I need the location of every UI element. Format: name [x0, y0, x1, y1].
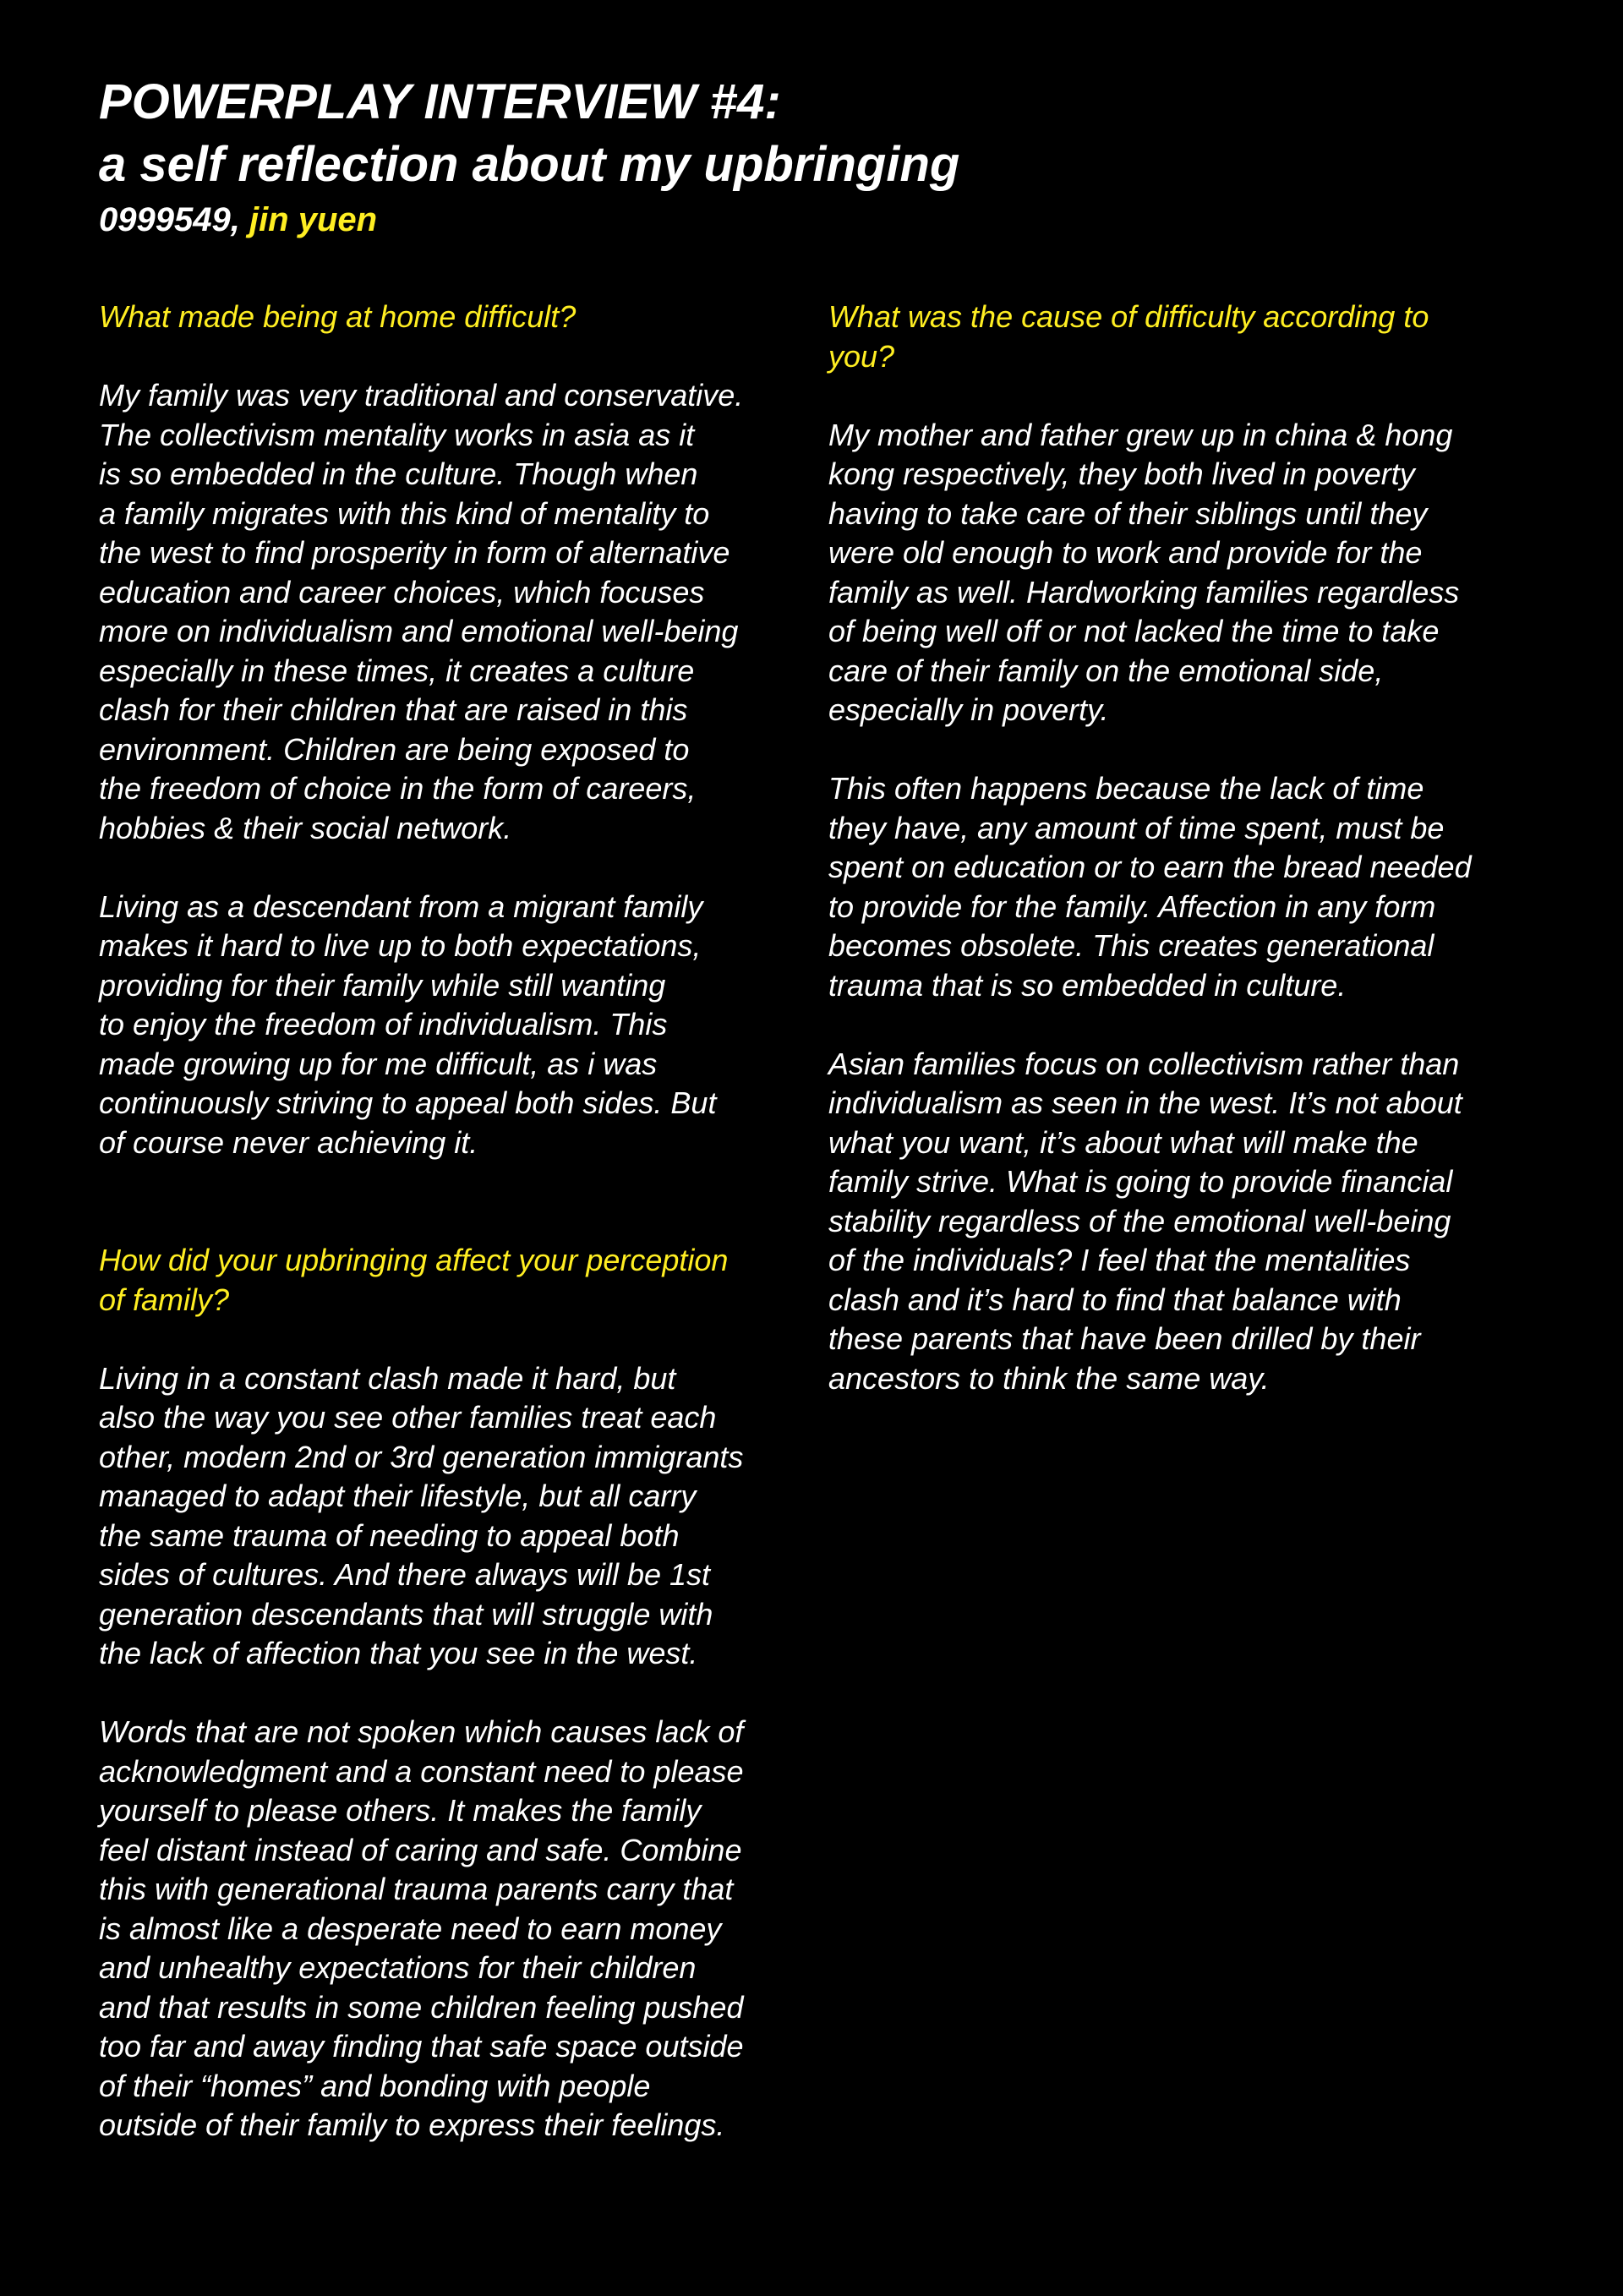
text-line: and unhealthy expectations for their children	[99, 1950, 697, 1985]
question-perception-of-family	[99, 1241, 801, 1320]
text-line: outside of their family to express their feelings.	[99, 2107, 725, 2142]
left-column	[99, 298, 801, 2146]
text-line: education and career choices, which focuses	[99, 574, 705, 610]
text-line: becomes obsolete. This creates generational	[828, 928, 1434, 963]
text-line: and that results in some children feeling pushed	[99, 1989, 744, 2025]
text-line: the west to find prosperity in form of alternative	[99, 535, 730, 570]
text-line: What was the cause of difficulty according to	[828, 299, 1429, 334]
text-line: of being well off or not lacked the time to take	[828, 614, 1440, 648]
text-line: trauma that is so embedded in culture.	[828, 967, 1347, 1003]
header	[99, 71, 1536, 242]
text-line: acknowledgment and a constant need to please	[99, 1753, 744, 1789]
text-line: The collectivism mentality works in asia as it	[99, 417, 695, 452]
text-line: especially in these times, it creates a culture	[99, 653, 695, 688]
text-line: family strive. What is going to provide financial	[828, 1164, 1453, 1199]
text-line: this with generational trauma parents carry that	[99, 1872, 734, 1906]
text-line: these parents that have been drilled by their	[828, 1321, 1421, 1356]
text-line: providing for their family while still wanting	[99, 967, 666, 1003]
text-line: How did your upbringing affect your perception	[99, 1243, 729, 1277]
text-line: feel distant instead of caring and safe. Combine	[99, 1832, 742, 1867]
text-line: Asian families focus on collectivism rather than	[828, 1046, 1460, 1081]
text-line: individualism as seen in the west. It’s not about	[828, 1085, 1462, 1120]
answer-perception-paragraph-2	[99, 1713, 801, 2146]
text-line: kong respectively, they both lived in poverty	[828, 456, 1415, 491]
text-line: the freedom of choice in the form of careers,	[99, 771, 697, 806]
text-line: stability regardless of the emotional well-being	[828, 1203, 1451, 1238]
text-line: spent on education or to earn the bread needed	[828, 850, 1472, 884]
text-line: Living in a constant clash made it hard, but	[99, 1360, 676, 1396]
text-line: also the way you see other families treat each	[99, 1400, 717, 1435]
text-line: hobbies & their social network.	[99, 810, 512, 845]
text-line: makes it hard to live up to both expectations,	[99, 928, 702, 963]
text-line: clash for their children that are raised in this	[99, 692, 688, 727]
text-line: is almost like a desperate need to earn money	[99, 1911, 722, 1946]
text-line: clash and it’s hard to find that balance with	[828, 1282, 1402, 1317]
page-subtitle: a self reflection about my upbringing	[99, 137, 960, 192]
text-line: especially in poverty.	[828, 692, 1109, 727]
text-line: Words that are not spoken which causes lack of	[99, 1714, 744, 1749]
text-line: were old enough to work and provide for the	[828, 535, 1423, 570]
answer-perception-paragraph-1	[99, 1359, 801, 1674]
text-line: having to take care of their siblings until they	[828, 495, 1428, 531]
text-line: too far and away finding that safe space outside	[99, 2029, 744, 2064]
answer-cause-paragraph-1	[828, 416, 1538, 730]
text-line: My family was very traditional and conservative.	[99, 378, 744, 413]
text-line: is so embedded in the culture. Though when	[99, 456, 698, 491]
text-line: a family migrates with this kind of mentality to	[99, 495, 710, 531]
question-cause-of-difficulty	[828, 298, 1538, 376]
text-line: of their “homes” and bonding with people	[99, 2068, 651, 2103]
text-line: made growing up for me difficult, as i was	[99, 1046, 658, 1081]
text-line: you?	[828, 338, 895, 374]
answer-home-difficult-paragraph-1	[99, 376, 801, 848]
answer-home-difficult-paragraph-2	[99, 888, 801, 1163]
text-line: ancestors to think the same way.	[828, 1360, 1270, 1396]
text-line: environment. Children are being exposed to	[99, 731, 690, 767]
text-line: of the individuals? I feel that the mentalities	[828, 1243, 1411, 1277]
answer-cause-paragraph-2	[828, 769, 1538, 1005]
text-line: This often happens because the lack of time	[828, 771, 1424, 806]
text-line: of course never achieving it.	[99, 1124, 478, 1160]
text-line: yourself to please others. It makes the family	[99, 1793, 702, 1828]
student-id: 0999549,	[99, 201, 240, 238]
text-line: the same trauma of needing to appeal both	[99, 1517, 680, 1553]
question-home-difficult	[99, 298, 801, 337]
text-line: generation descendants that will struggle with	[99, 1596, 713, 1632]
text-line: family as well. Hardworking families regardless	[828, 574, 1460, 610]
text-line: sides of cultures. And there always will be 1st	[99, 1557, 711, 1592]
author-name: jin yuen	[239, 201, 378, 238]
text-line: of family?	[99, 1282, 230, 1317]
right-column	[828, 298, 1538, 1398]
text-line: to enjoy the freedom of individualism. This	[99, 1007, 668, 1041]
text-line: the lack of affection that you see in the west.	[99, 1636, 698, 1670]
byline	[99, 198, 1536, 242]
text-line: to provide for the family. Affection in any form	[828, 888, 1436, 924]
text-line: Living as a descendant from a migrant family	[99, 888, 703, 924]
text-line: What made being at home difficult?	[99, 299, 577, 334]
page-title: POWERPLAY INTERVIEW #4:	[99, 74, 781, 129]
text-line: they have, any amount of time spent, must be	[828, 810, 1445, 845]
answer-cause-paragraph-3	[828, 1045, 1538, 1399]
text-line: managed to adapt their lifestyle, but all carry	[99, 1479, 697, 1513]
text-line: other, modern 2nd or 3rd generation immigrants	[99, 1439, 744, 1474]
text-line: more on individualism and emotional well-being	[99, 614, 739, 648]
text-line: continuously striving to appeal both sides. But	[99, 1085, 717, 1120]
text-line: care of their family on the emotional side,	[828, 653, 1384, 688]
text-line: what you want, it’s about what will make the	[828, 1124, 1418, 1160]
text-line: My mother and father grew up in china & hong	[828, 417, 1453, 452]
